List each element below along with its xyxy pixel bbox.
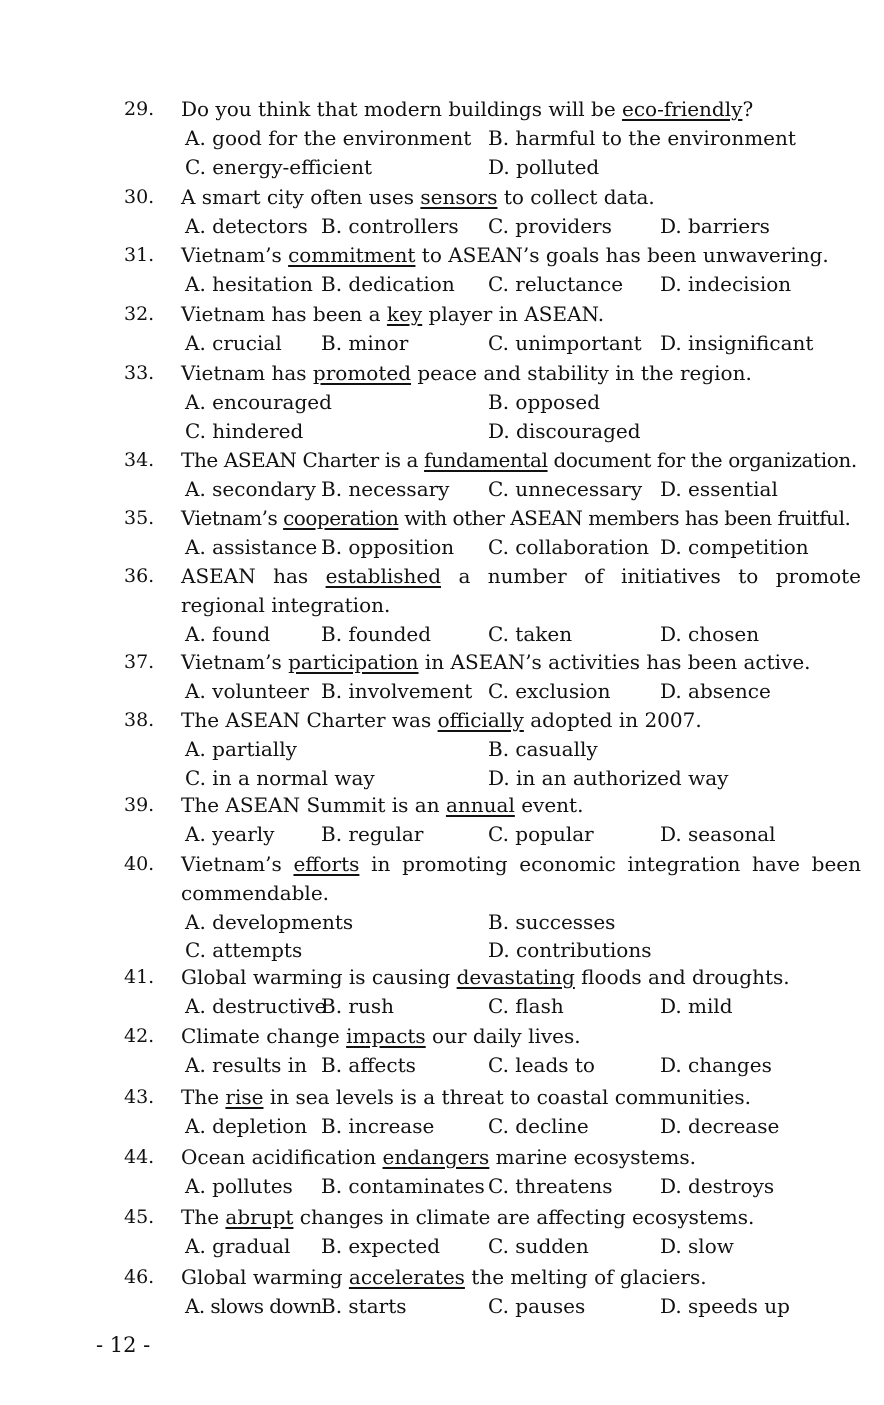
option-d: D. mild [660,994,733,1018]
underlined-word: cooperation [283,506,399,530]
underlined-word: accelerates [348,1265,465,1289]
question-number: 46. [124,1266,155,1288]
option-a: A. depletion [185,1114,308,1138]
option-d: D. essential [660,477,778,501]
underlined-word: rise [225,1085,264,1109]
option-d: D. contributions [488,938,652,962]
question-stem: The rise in sea levels is a threat to coastal communities. [181,1085,751,1109]
option-a: A. results in [185,1053,308,1077]
option-b: B. involvement [321,679,473,703]
option-b: B. harmful to the environment [488,126,796,150]
question-number: 41. [124,966,155,988]
question-stem: Vietnam’s commitment to ASEAN’s goals has been unwavering. [181,243,829,267]
question-stem: Global warming is causing devastating floods and droughts. [181,965,790,989]
option-c: C. decline [488,1114,589,1138]
option-b: B. affects [321,1053,416,1077]
option-d: D. barriers [660,214,770,238]
question-number: 45. [124,1206,155,1228]
question-number: 34. [124,449,155,471]
option-c: C. attempts [185,938,303,962]
option-c: C. taken [488,622,573,646]
question-number: 33. [124,362,155,384]
option-c: C. leads to [488,1053,595,1077]
option-a: A. assistance [185,535,318,559]
underlined-word: abrupt [225,1205,294,1229]
question-number: 37. [124,651,155,673]
question-number: 32. [124,303,155,325]
option-a: A. detectors [185,214,308,238]
option-c: C. unimportant [488,331,642,355]
option-a: A. encouraged [185,390,332,414]
option-d: D. absence [660,679,771,703]
underlined-word: sensors [420,185,498,209]
option-d: D. decrease [660,1114,780,1138]
option-a: A. hesitation [185,272,313,296]
option-b: B. casually [488,737,598,761]
question-stem: A smart city often uses sensors to collect data. [181,185,655,209]
page-number: - 12 - [96,1333,151,1357]
option-a: A. developments [185,910,354,934]
option-c: C. exclusion [488,679,611,703]
option-b: B. dedication [321,272,455,296]
question-stem: The ASEAN Charter is a fundamental document for the organization. [181,448,857,472]
option-c: C. sudden [488,1234,589,1258]
underlined-word: devastating [456,965,575,989]
question-stem: Vietnam has been a key player in ASEAN. [181,302,605,326]
option-b: B. founded [321,622,432,646]
question-stem: Vietnam has promoted peace and stability in the region. [181,361,752,385]
question-number: 39. [124,794,155,816]
option-b: B. contaminates [321,1174,485,1198]
option-d: D. insignificant [660,331,814,355]
option-b: B. rush [321,994,394,1018]
question-number: 38. [124,709,155,731]
option-a: A. destructive [185,994,327,1018]
option-b: B. successes [488,910,616,934]
question-stem: The ASEAN Summit is an annual event. [181,793,584,817]
question-number: 36. [124,565,155,587]
question-stem: The ASEAN Charter was officially adopted in 2007. [181,708,702,732]
question-number: 40. [124,853,155,875]
question-stem: Global warming accelerates the melting of glaciers. [181,1265,707,1289]
underlined-word: endangers [382,1145,490,1169]
underlined-word: promoted [312,361,412,385]
option-b: B. expected [321,1234,441,1258]
question-stem: ASEAN has established a number of initiatives to promote regional integration. [181,564,861,617]
option-d: D. destroys [660,1174,775,1198]
underlined-word: efforts [293,852,360,876]
question-number: 30. [124,186,155,208]
option-d: D. seasonal [660,822,776,846]
option-d: D. competition [660,535,809,559]
question-stem: Climate change impacts our daily lives. [181,1024,581,1048]
option-d: D. slow [660,1234,734,1258]
option-d: D. discouraged [488,419,641,443]
option-d: D. polluted [488,155,600,179]
option-a: A. gradual [185,1234,291,1258]
option-d: D. chosen [660,622,760,646]
option-c: C. reluctance [488,272,624,296]
option-b: B. necessary [321,477,450,501]
question-number: 35. [124,507,155,529]
option-a: A. found [185,622,271,646]
option-a: A. partially [185,737,297,761]
option-b: B. minor [321,331,409,355]
question-number: 44. [124,1146,155,1168]
underlined-word: officially [437,708,524,732]
option-a: A. secondary [185,477,316,501]
option-c: C. collaboration [488,535,649,559]
question-stem: The abrupt changes in climate are affecting ecosystems. [181,1205,755,1229]
underlined-word: eco-friendly [622,97,743,121]
option-a: A. slows down [185,1294,322,1318]
underlined-word: annual [445,793,515,817]
option-c: C. energy-efficient [185,155,373,179]
option-b: B. opposed [488,390,601,414]
option-d: D. in an authorized way [488,766,729,790]
question-number: 31. [124,244,155,266]
option-b: B. starts [321,1294,407,1318]
option-c: C. in a normal way [185,766,375,790]
underlined-word: established [325,564,442,588]
option-c: C. unnecessary [488,477,643,501]
option-d: D. indecision [660,272,792,296]
option-b: B. opposition [321,535,455,559]
option-a: A. volunteer [185,679,309,703]
option-b: B. increase [321,1114,435,1138]
question-stem: Do you think that modern buildings will be eco-friendly? [181,97,754,121]
question-stem: Ocean acidification endangers marine ecosystems. [181,1145,696,1169]
option-d: D. changes [660,1053,772,1077]
option-b: B. controllers [321,214,459,238]
question-stem: Vietnam’s efforts in promoting economic integration have been commendable. [181,852,862,905]
underlined-word: fundamental [424,448,548,472]
option-c: C. pauses [488,1294,586,1318]
option-a: A. yearly [185,822,275,846]
question-stem: Vietnam’s cooperation with other ASEAN members has been fruitful. [181,506,851,530]
option-c: C. providers [488,214,612,238]
option-a: A. pollutes [185,1174,293,1198]
option-c: C. popular [488,822,594,846]
underlined-word: key [386,302,423,326]
option-c: C. hindered [185,419,304,443]
option-b: B. regular [321,822,424,846]
option-c: C. threatens [488,1174,613,1198]
question-number: 29. [124,98,155,120]
underlined-word: commitment [288,243,416,267]
option-a: A. good for the environment [185,126,472,150]
option-c: C. flash [488,994,564,1018]
option-d: D. speeds up [660,1294,790,1318]
question-number: 42. [124,1025,155,1047]
question-number: 43. [124,1086,155,1108]
underlined-word: participation [288,650,419,674]
option-a: A. crucial [185,331,282,355]
underlined-word: impacts [346,1024,426,1048]
question-stem: Vietnam’s participation in ASEAN’s activities has been active. [181,650,811,674]
